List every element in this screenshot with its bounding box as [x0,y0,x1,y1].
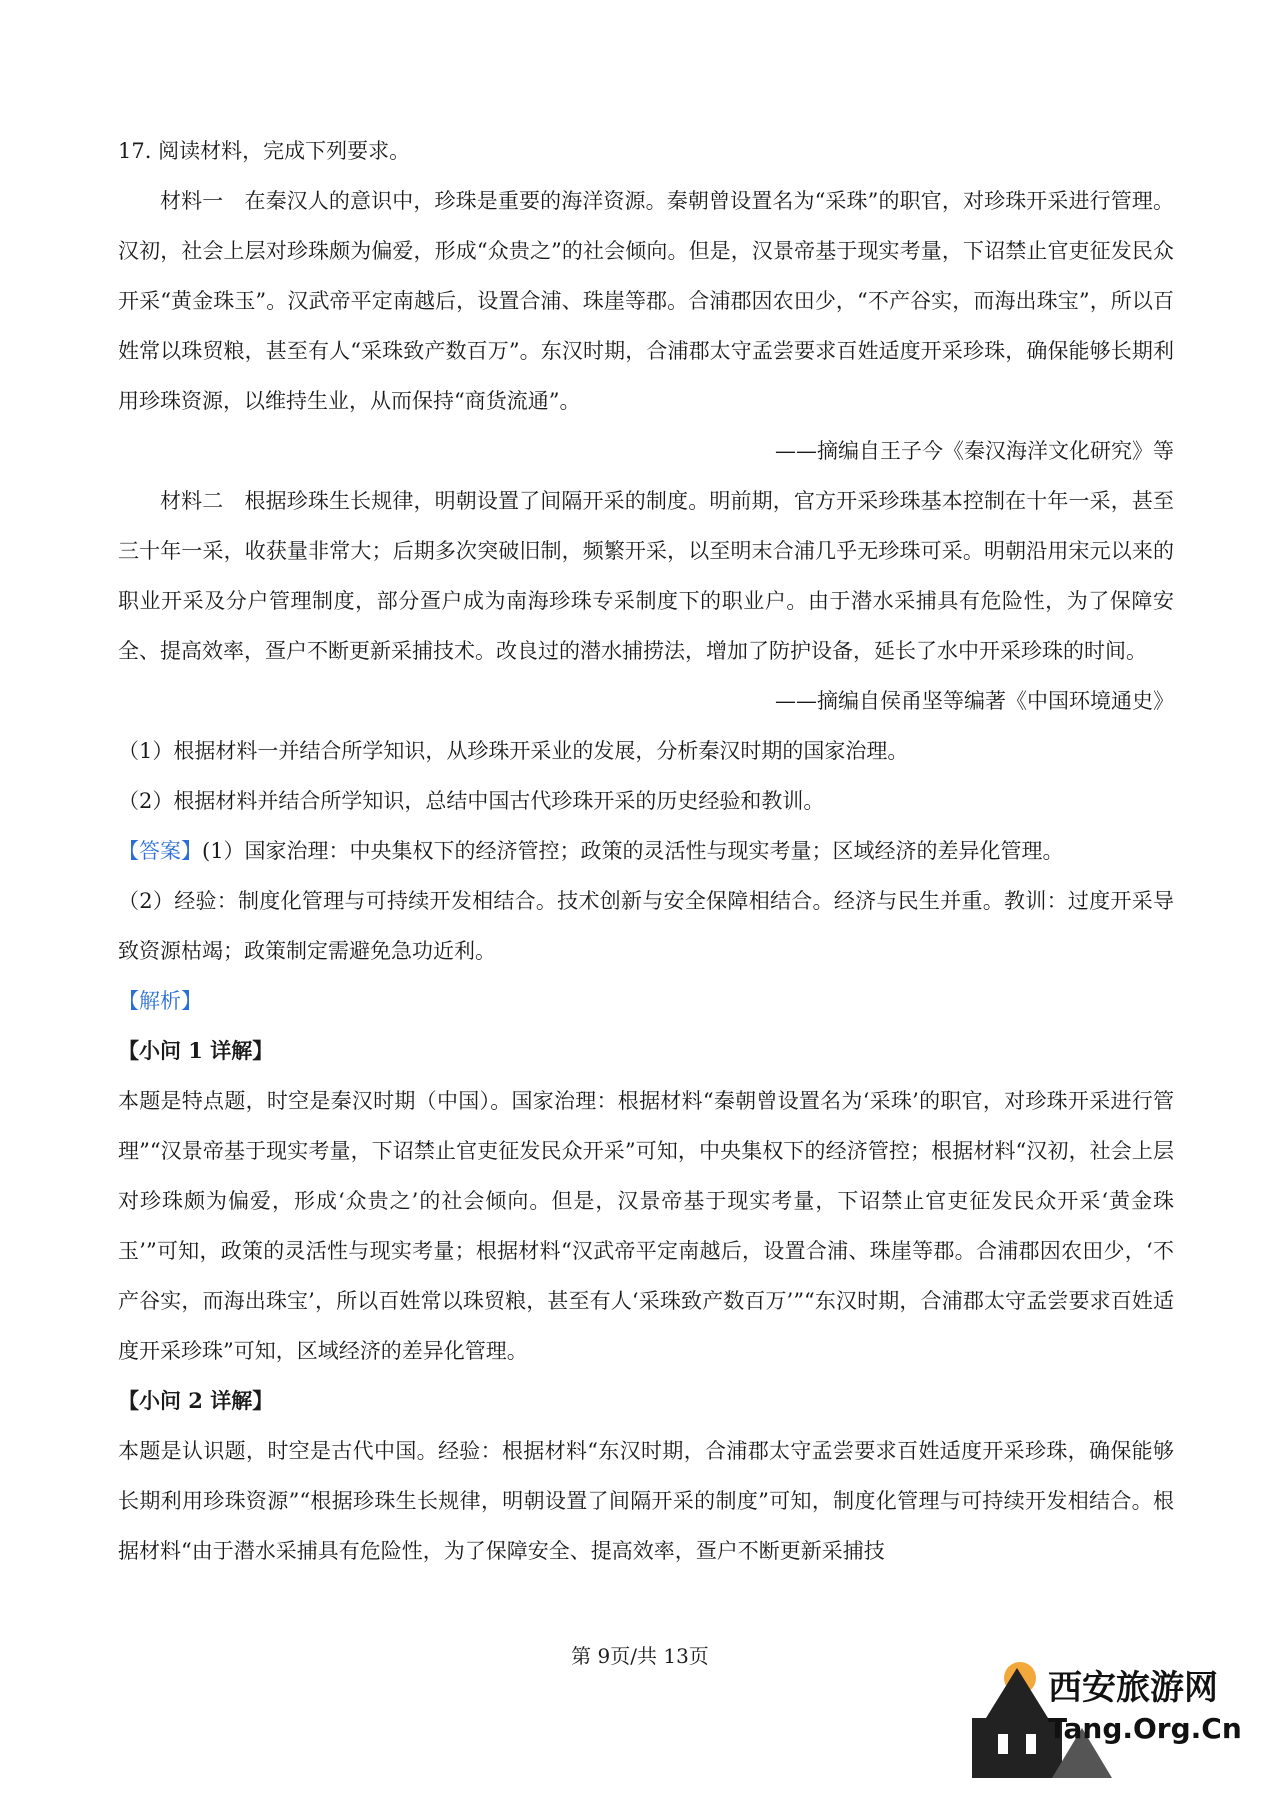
question-two: （2）根据材料并结合所学知识，总结中国古代珍珠开采的历史经验和教训。 [118,789,825,813]
answer-line [118,826,1174,876]
sub-question-2-text: 本题是认识题，时空是古代中国。经验：根据材料“东汉时期，合浦郡太守孟尝要求百姓适度开采珍珠，确保能够长期利用珍珠资源”“根据珍珠生长规律，明朝设置了间隔开采的制度”可知，制度化管理与可持续开发相结合。根据材料“由于潜水采捕具有危险性，为了保障安全、提高效率，疍户不断更新采捕技 [118,1439,1174,1563]
answer-one: (1）国家治理：中央集权下的经济管控；政策的灵活性与现实考量；区域经济的差异化管理。 [202,839,1064,863]
question-one: （1）根据材料一并结合所学知识，从珍珠开采业的发展，分析秦汉时期的国家治理。 [118,739,909,763]
sub-question-1-text: 本题是特点题，时空是秦汉时期（中国）。国家治理：根据材料“秦朝曾设置名为‘采珠’的职官，对珍珠开采进行管理”“汉景帝基于现实考量，下诏禁止官吏征发民众开采”可知，中央集权下的经济管控；根据材料“汉初，社会上层对珍珠颇为偏爱，形成‘众贵之’的社会倾向。但是，汉景帝基于现实考量，下诏禁止官吏征发民众开采‘黄金珠玉’”可知，政策的灵活性与现实考量；根据材料“汉武帝平定南越后，设置合浦、珠崖等郡。合浦郡因农田少，‘不产谷实，而海出珠宝’，所以百姓常以珠贸粮，甚至有人‘采珠致产数百万’”“东汉时期，合浦郡太守孟尝要求百姓适度开采珍珠”可知，区域经济的差异化管理。 [118,1089,1174,1363]
question-heading: 17. 阅读材料，完成下列要求。 [118,139,411,163]
answer-tag: 【答案】 [118,839,202,863]
sub-question-2-title: 【小问 2 详解】 [118,1388,274,1413]
material-two: 材料二 根据珍珠生长规律，明朝设置了间隔开采的制度。明前期，官方开采珍珠基本控制在十年一采，甚至三十年一采，收获量非常大；后期多次突破旧制，频繁开采，以至明末合浦几乎无珍珠可采。明朝沿用宋元以来的职业开采及分户管理制度，部分疍户成为南海珍珠专采制度下的职业户。由于潜水采捕具有危险性，为了保障安全、提高效率，疍户不断更新采捕技术。改良过的潜水捕捞法，增加了防护设备，延长了水中开采珍珠的时间。 [118,489,1174,663]
watermark-name: 西安旅游网 [1048,1668,1218,1708]
document-page [118,126,1174,1576]
sub-question-1-title: 【小问 1 详解】 [118,1038,274,1063]
material-one: 材料一 在秦汉人的意识中，珍珠是重要的海洋资源。秦朝曾设置名为“采珠”的职官，对珍珠开采进行管理。汉初，社会上层对珍珠颇为偏爱，形成“众贵之”的社会倾向。但是，汉景帝基于现实考量，下诏禁止官吏征发民众开采“黄金珠玉”。汉武帝平定南越后，设置合浦、珠崖等郡。合浦郡因农田少，“不产谷实，而海出珠宝”，所以百姓常以珠贸粮，甚至有人“采珠致产数百万”。东汉时期，合浦郡太守孟尝要求百姓适度开采珍珠，确保能够长期利用珍珠资源，以维持生业，从而保持“商货流通”。 [118,189,1174,413]
material-two-source: ——摘编自侯甬坚等编著《中国环境通史》 [775,689,1174,713]
material-one-source: ——摘编自王子今《秦汉海洋文化研究》等 [775,439,1174,463]
page-number: 第 9页/共 13页 [571,1644,709,1668]
analysis-tag: 【解析】 [118,989,202,1013]
watermark-url: Tang.Org.Cn [1048,1712,1242,1745]
answer-two: （2）经验：制度化管理与可持续开发相结合。技术创新与安全保障相结合。经济与民生并重。教训：过度开采导致资源枯竭；政策制定需避免急功近利。 [118,889,1174,963]
